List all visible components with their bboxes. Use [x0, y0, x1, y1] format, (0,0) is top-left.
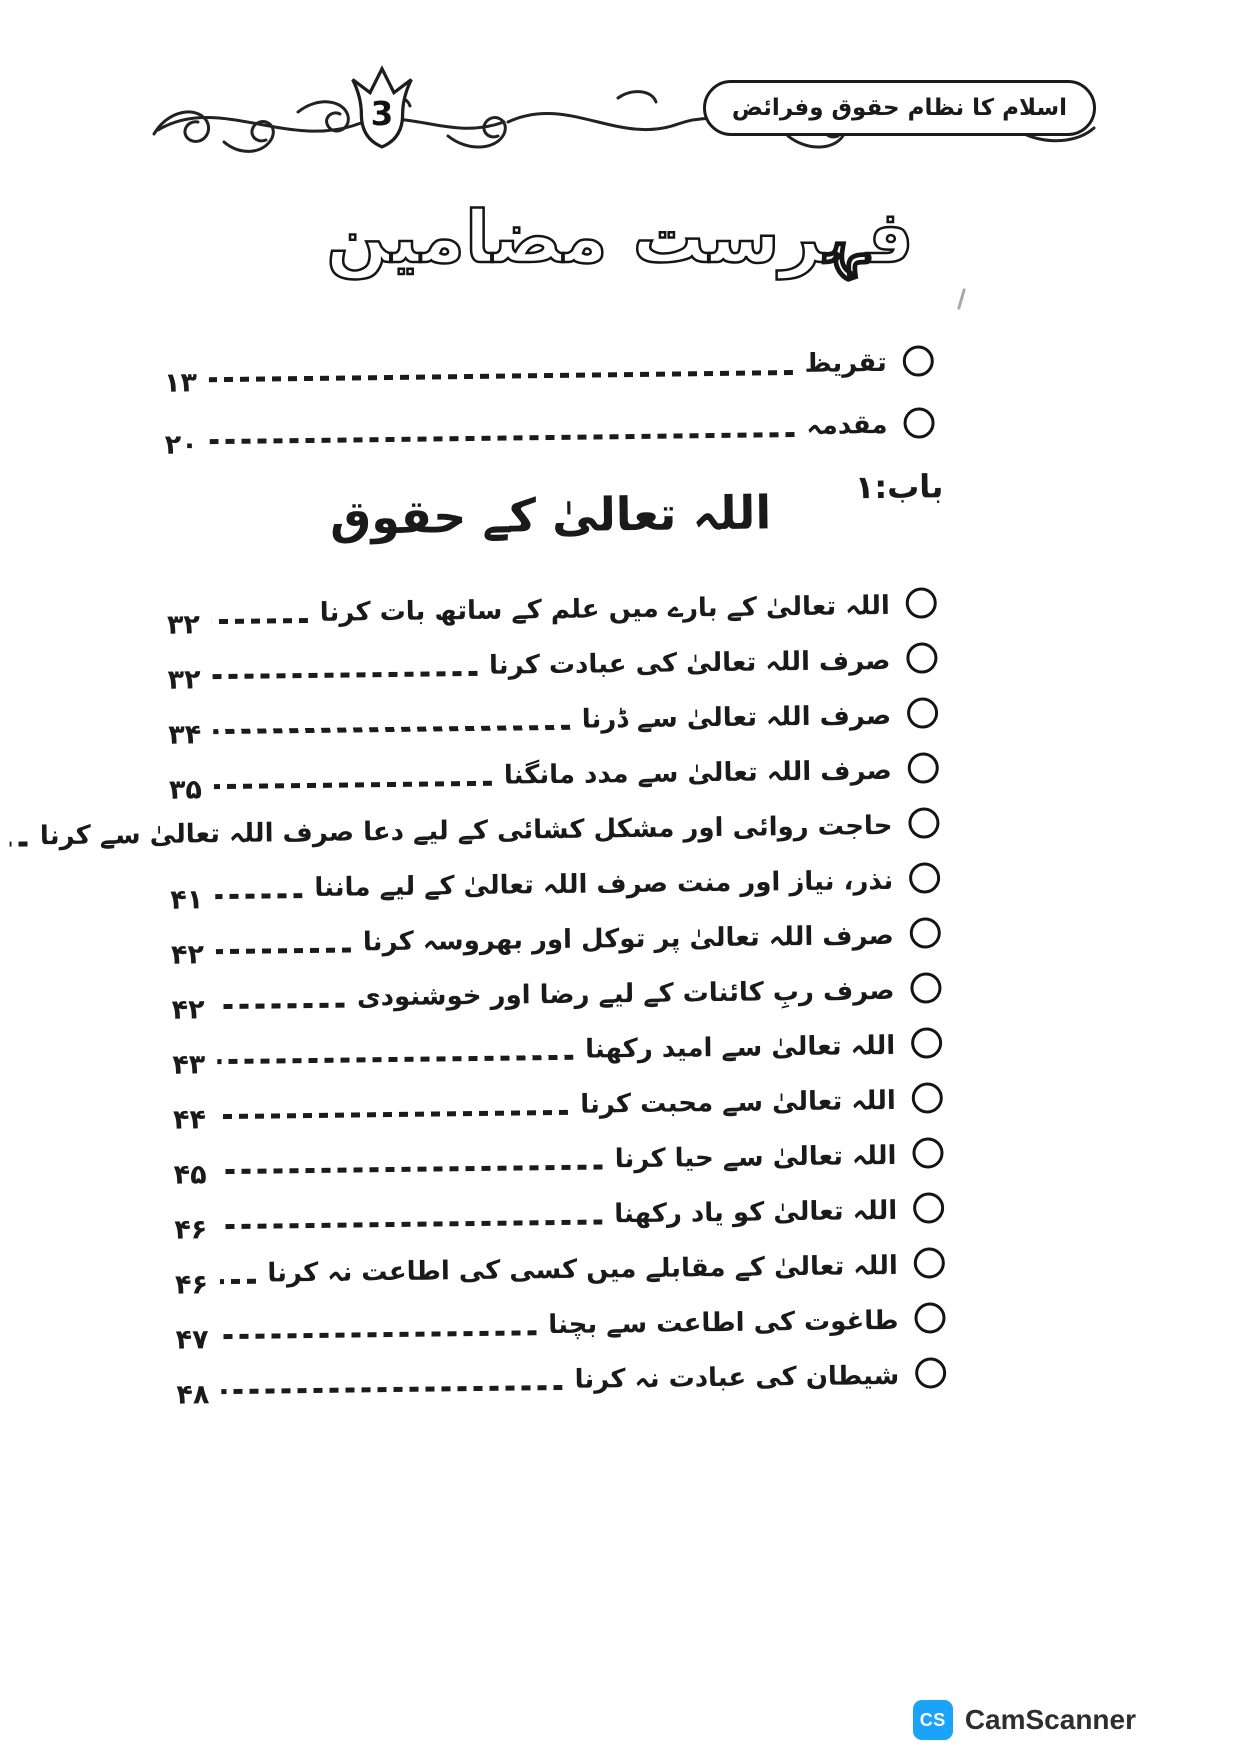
toc-row: [164, 393, 935, 464]
entry-title: صرف اللہ تعالیٰ کی عبادت کرنا: [488, 645, 891, 681]
toc-row: [166, 577, 937, 641]
entry-bullet-circle-icon: [908, 752, 939, 783]
entry-title: اللہ تعالیٰ کے مقابلے میں کسی کی اطاعت نہ کرنا: [267, 1250, 899, 1289]
dashed-leader: [214, 781, 492, 789]
entry-page-number: ۴۴: [172, 1104, 207, 1136]
dashed-leader: [10, 841, 28, 846]
entry-page-number: ۴۲: [170, 939, 205, 971]
camscanner-logo-icon: CS: [913, 1700, 953, 1740]
entry-page-number: ۴۸: [176, 1379, 210, 1411]
calligraphy-title-icon: [310, 172, 930, 304]
toc-row: [167, 632, 938, 696]
entries-list: [39, 577, 946, 1411]
entry-page-number: ۴۶: [174, 1214, 208, 1246]
entry-bullet-circle-icon: [909, 862, 940, 893]
entry-title: حاجت روائی اور مشکل کشائی کے لیے دعا صرف اللہ تعالیٰ سے کرنا: [39, 810, 893, 851]
entry-bullet-circle-icon: [912, 1137, 943, 1168]
toc-row: [173, 1127, 944, 1191]
entry-bullet-circle-icon: [908, 807, 939, 838]
page-number-crest-icon: [344, 64, 420, 156]
entry-page-number: ۳۲: [166, 609, 201, 641]
toc-row: [163, 331, 934, 402]
entry-bullet-circle-icon: [915, 1357, 946, 1388]
toc-row: [172, 1017, 943, 1081]
entry-title: صرف اللہ تعالیٰ پر توکل اور بھروسہ کرنا: [362, 920, 894, 957]
entry-title: طاغوت کی اطاعت سے بچنا: [548, 1305, 899, 1340]
entry-title: صرف اللہ تعالیٰ سے مدد مانگنا: [503, 755, 892, 791]
page-number: 3: [370, 95, 394, 134]
entry-bullet-circle-icon: [913, 1192, 944, 1223]
entry-page-number: ۳۵: [168, 774, 203, 806]
entry-bullet-circle-icon: [914, 1247, 945, 1278]
dashed-leader: [217, 1055, 573, 1064]
dashed-leader: [210, 432, 795, 444]
entry-bullet-circle-icon: [910, 917, 941, 948]
camscanner-footer: [913, 1700, 1136, 1740]
entry-bullet-circle-icon: [906, 587, 937, 618]
entry-page-number: ۴۲: [171, 994, 205, 1026]
camscanner-label: CamScanner: [964, 1704, 1136, 1735]
dashed-leader: [221, 1385, 563, 1394]
chapter-title: اللہ تعالیٰ کے حقوق: [329, 485, 772, 545]
entry-bullet-circle-icon: [903, 345, 934, 376]
front-matter-list: [163, 331, 934, 464]
entry-title: صرف ربِ کائنات کے لیے رضا اور خوشنودی: [356, 975, 895, 1012]
entry-title: شیطان کی عبادت نہ کرنا: [574, 1360, 900, 1395]
page-title-block: [0, 172, 1240, 308]
toc-row: [171, 962, 942, 1026]
chapter-number: باب:۱: [854, 467, 944, 507]
header-ornament-band: [148, 72, 1100, 166]
entry-title: تقریظ: [804, 347, 887, 379]
entry-page-number: ۴۵: [173, 1159, 207, 1191]
dashed-leader: [213, 725, 570, 734]
entry-title: صرف اللہ تعالیٰ سے ڈرنا: [581, 700, 892, 735]
toc-row: [175, 1292, 946, 1356]
entry-page-number: ۲۰: [164, 428, 198, 461]
dashed-leader: [213, 671, 478, 679]
toc-row: [176, 1347, 947, 1411]
book-title-banner: [703, 80, 1096, 136]
entry-page-number: ۴۷: [175, 1324, 209, 1356]
entry-title: اللہ تعالیٰ سے امید رکھنا: [584, 1030, 896, 1065]
entry-page-number: ۳۲: [167, 664, 201, 696]
entry-bullet-circle-icon: [907, 697, 938, 728]
entry-title: اللہ تعالیٰ سے حیا کرنا: [614, 1140, 897, 1174]
entry-bullet-circle-icon: [912, 1082, 943, 1113]
entry-page-number: ۱۳: [163, 366, 198, 399]
dashed-leader: [221, 1330, 537, 1339]
toc-row: [39, 797, 940, 861]
page-title: فہرست مضامین: [326, 195, 914, 279]
entry-title: اللہ تعالیٰ کے بارے میں علم کے ساتھ بات کرنا: [319, 590, 890, 628]
toc-row: [171, 907, 942, 971]
dashed-leader: [219, 1164, 603, 1174]
entry-title: نذر، نیاز اور منت صرف اللہ تعالیٰ کے لیے ماننا: [314, 865, 894, 903]
dashed-leader: [218, 1110, 568, 1119]
entry-bullet-circle-icon: [911, 1027, 942, 1058]
entry-title: اللہ تعالیٰ کو یاد رکھنا: [614, 1195, 898, 1229]
dashed-leader: [209, 370, 793, 382]
dashed-leader: [217, 1003, 345, 1010]
toc-row: [175, 1237, 946, 1301]
toc-row: [173, 1072, 944, 1136]
toc-row: [170, 852, 941, 916]
dashed-leader: [215, 893, 302, 899]
toc-row: [169, 742, 940, 806]
entry-page-number: ۴۳: [172, 1049, 206, 1081]
entry-bullet-circle-icon: [903, 407, 934, 438]
dashed-leader: [212, 618, 308, 624]
entry-page-number: ۴۶: [174, 1269, 209, 1301]
dashed-leader: [216, 947, 351, 954]
toc-row: [168, 687, 939, 751]
entry-page-number: ۳۴: [168, 719, 202, 751]
entry-bullet-circle-icon: [906, 642, 937, 673]
dashed-leader: [220, 1279, 256, 1284]
chapter-heading: [165, 459, 944, 584]
entry-bullet-circle-icon: [914, 1302, 945, 1333]
entry-bullet-circle-icon: [910, 972, 941, 1003]
entry-title: اللہ تعالیٰ سے محبت کرنا: [580, 1085, 897, 1120]
table-of-contents: [39, 331, 946, 1411]
entry-title: مقدمہ: [806, 409, 888, 441]
entry-page-number: ۴۱: [170, 884, 204, 916]
book-title: اسلام کا نظام حقوق وفرائض: [731, 95, 1067, 121]
toc-row: [174, 1182, 945, 1246]
dashed-leader: [219, 1219, 602, 1229]
